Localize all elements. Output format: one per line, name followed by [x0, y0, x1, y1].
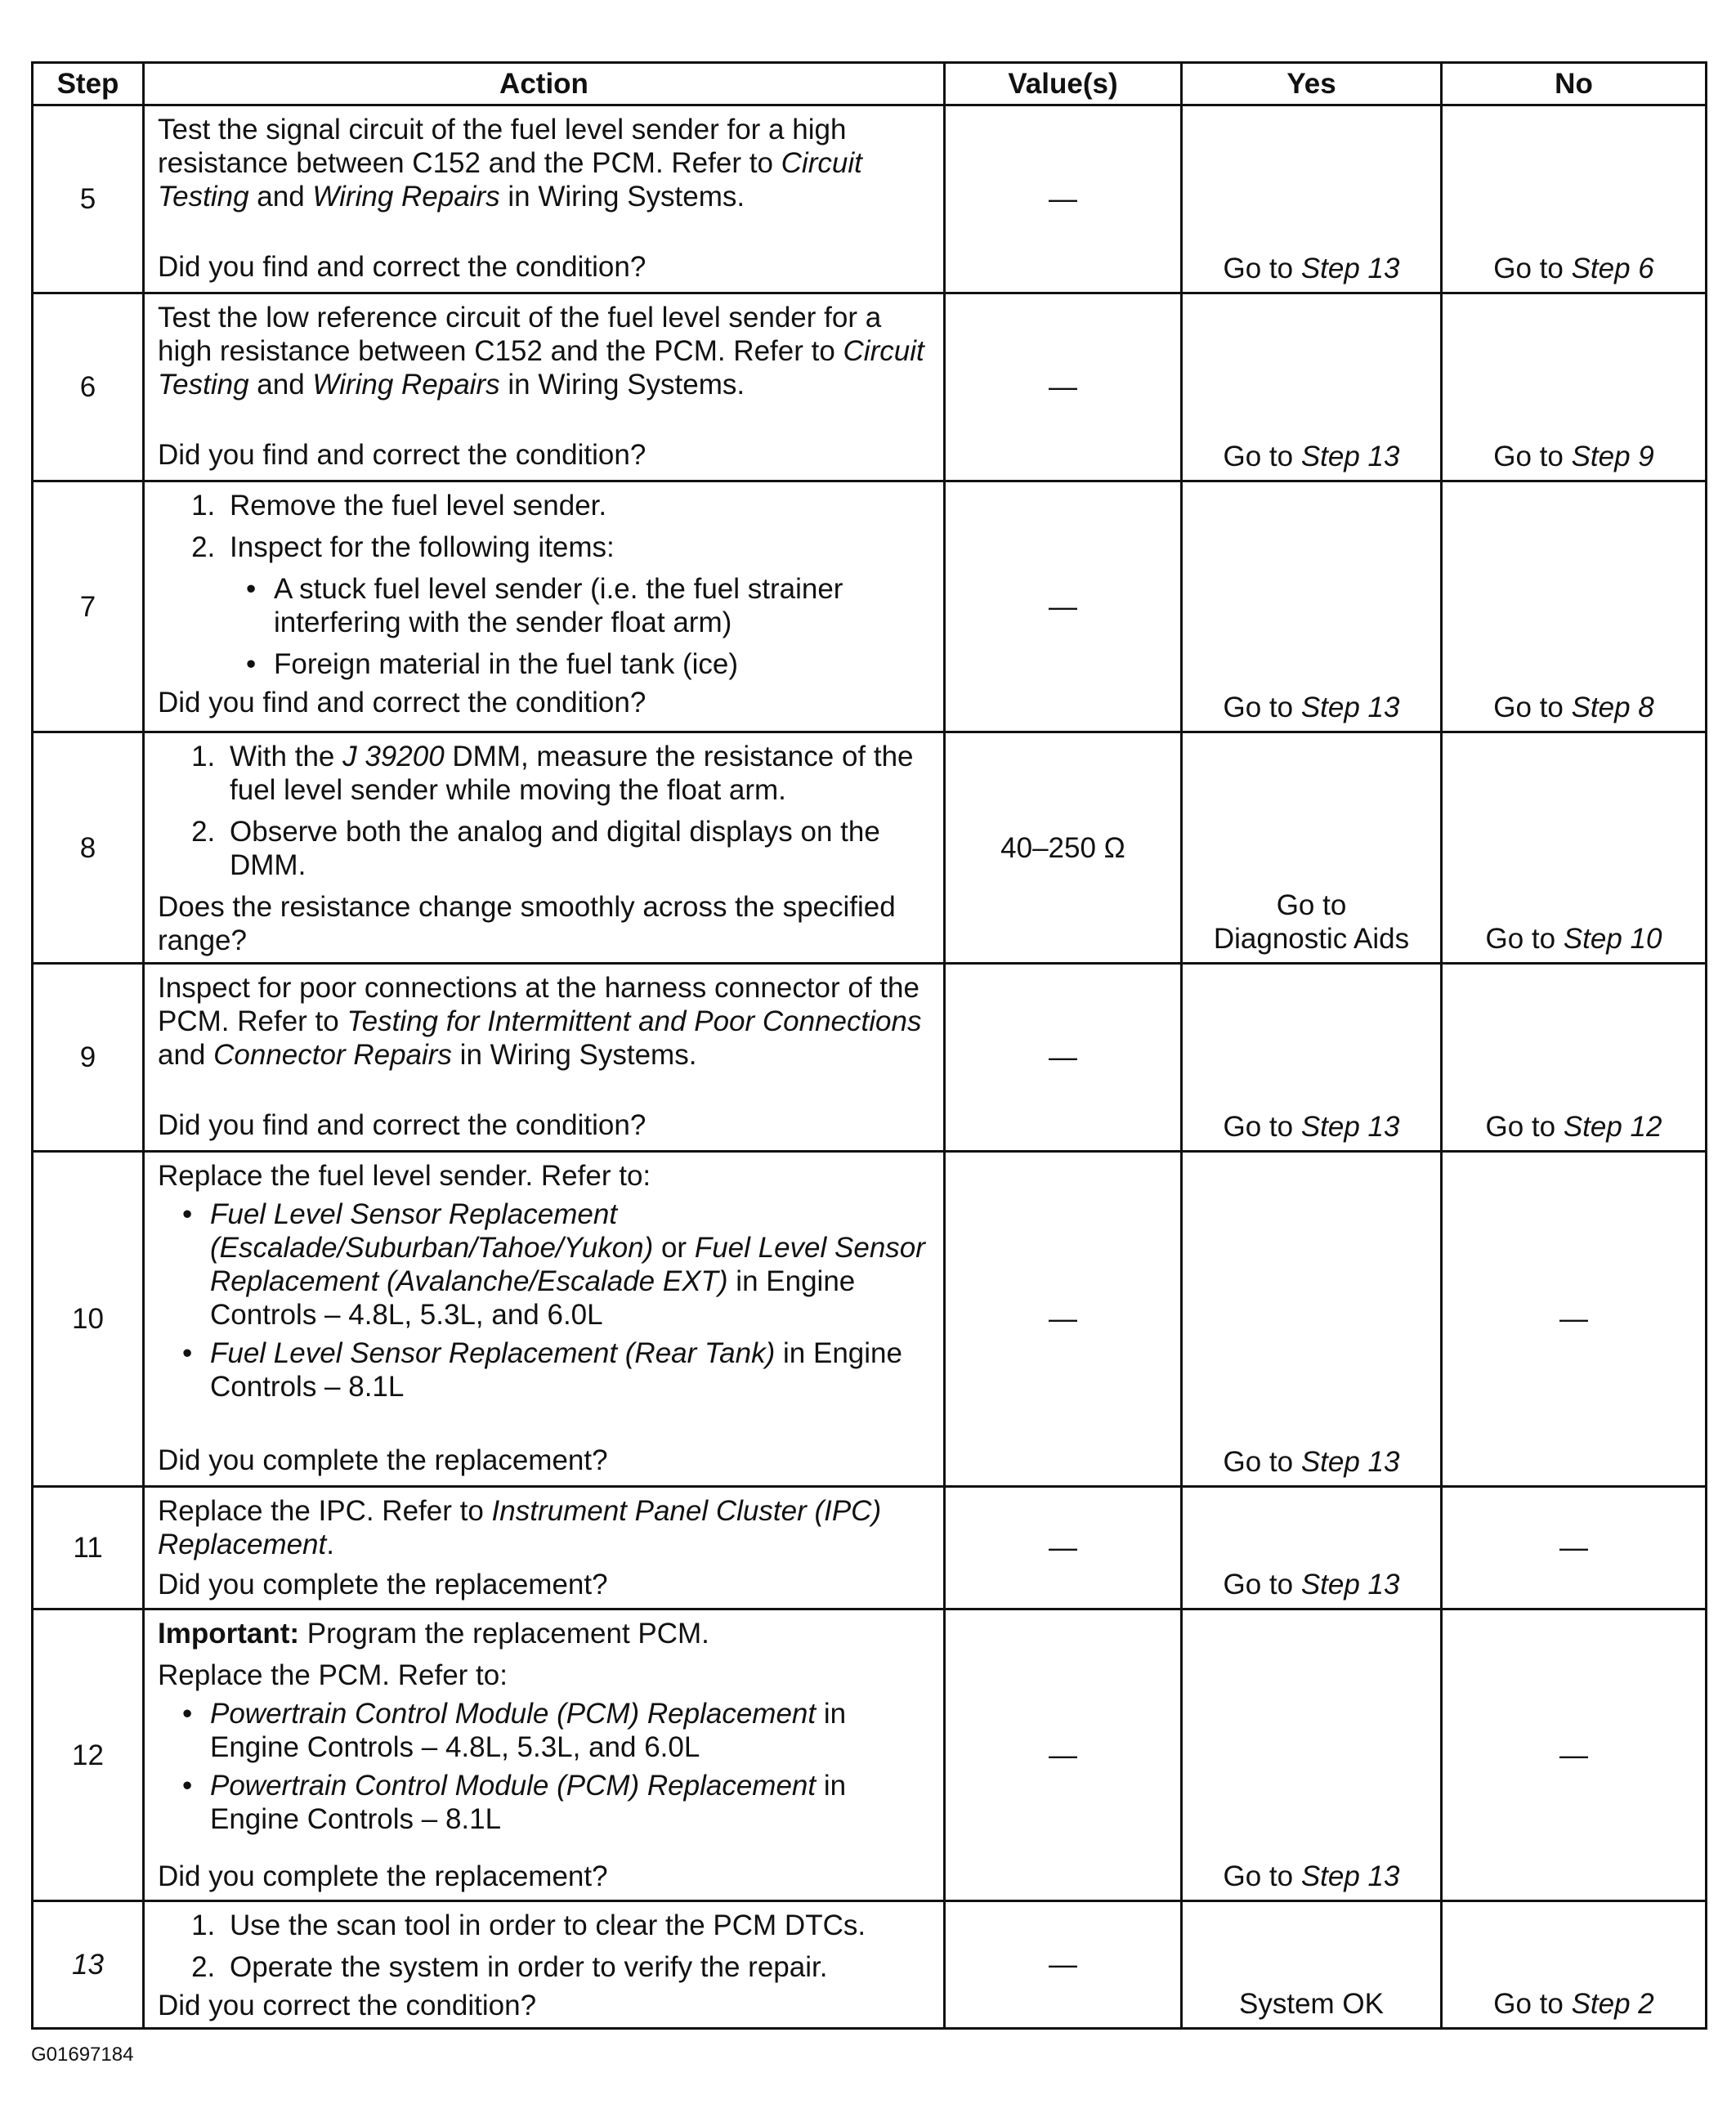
action-text: Test the low reference circuit of the fuel level sender for a high resistance between C152 and the PCM. Refer to Circuit Testing and Wiring Repairs in Wiring Systems. — [158, 302, 924, 401]
table-row-step-7 — [33, 481, 1707, 732]
action-cell — [144, 481, 945, 732]
link-go-to-step[interactable]: Step 13 — [1300, 1446, 1400, 1478]
link-fuel-level-sensor-replacement[interactable]: Fuel Level Sensor Replacement (Escalade/Suburban/Tahoe/Yukon) — [210, 1198, 654, 1264]
link-go-to-step[interactable]: Step 13 — [1300, 1860, 1400, 1892]
step-number: 5 — [33, 105, 144, 293]
no-cell: — — [1442, 1609, 1707, 1901]
yes-cell: System OK — [1182, 1901, 1442, 2029]
action-question: Does the resistance change smoothly across the specified range? — [158, 891, 896, 956]
yes-cell: Go to Step 13 — [1182, 1609, 1442, 1901]
link-go-to-step[interactable]: Step 9 — [1571, 441, 1654, 472]
link-wiring-repairs[interactable]: Wiring Repairs — [312, 369, 500, 401]
no-cell: Go to Step 2 — [1442, 1901, 1707, 2029]
action-body — [158, 1617, 933, 1860]
bullet-list — [230, 572, 933, 681]
bullet-item: • Powertrain Control Module (PCM) Replacement in Engine Controls – 8.1L — [210, 1769, 933, 1836]
link-go-to-step[interactable]: Step 2 — [1571, 1988, 1654, 2020]
step-number: 12 — [33, 1609, 144, 1901]
link-circuit-testing[interactable]: Circuit Testing — [158, 335, 924, 401]
action-cell — [144, 1152, 945, 1487]
list-item: 2. Observe both the analog and digital displays on the DMM. — [223, 815, 933, 882]
action-question: Did you complete the replacement? — [158, 1444, 608, 1476]
numbered-list — [158, 740, 933, 882]
link-pcm-replacement[interactable]: Powertrain Control Module (PCM) Replacement — [210, 1698, 817, 1730]
action-question: Did you complete the replacement? — [158, 1569, 608, 1600]
link-go-to-step[interactable]: Step 13 — [1300, 253, 1400, 284]
action-cell — [144, 293, 945, 481]
action-text: Replace the PCM. Refer to: — [158, 1659, 508, 1691]
step-number: 6 — [33, 293, 144, 481]
value-cell: — — [945, 1609, 1182, 1901]
link-go-to-step[interactable]: Step 13 — [1300, 692, 1400, 723]
action-text: Test the signal circuit of the fuel level sender for a high resistance between C152 and the PCM. Refer to Circuit Testing and Wiring Repairs in Wiring Systems. — [158, 114, 862, 213]
no-cell: Go to Step 10 — [1442, 732, 1707, 964]
no-cell: Go to Step 12 — [1442, 964, 1707, 1152]
table-row-step-10 — [33, 1152, 1707, 1487]
action-question: Did you correct the condition? — [158, 1990, 537, 2021]
action-body — [158, 1159, 933, 1444]
no-cell: Go to Step 9 — [1442, 293, 1707, 481]
action-cell — [144, 1487, 945, 1609]
action-cell — [144, 964, 945, 1152]
header-values: Value(s) — [945, 63, 1182, 105]
value-cell: — — [945, 293, 1182, 481]
numbered-list — [158, 489, 933, 681]
step-number: 13 — [33, 1901, 144, 2029]
list-item: 1. With the J 39200 DMM, measure the resistance of the fuel level sender while moving the float arm. — [223, 740, 933, 807]
action-question: Did you complete the replacement? — [158, 1860, 608, 1892]
link-testing-intermittent[interactable]: Testing for Intermittent and Poor Connections — [347, 1005, 922, 1037]
action-cell — [144, 1609, 945, 1901]
step-number: 11 — [33, 1487, 144, 1609]
value-cell: — — [945, 1901, 1182, 2029]
list-item: 2. Operate the system in order to verify the repair. — [223, 1950, 933, 1984]
step-number: 8 — [33, 732, 144, 964]
header-yes: Yes — [1182, 63, 1442, 105]
yes-cell: Go to Step 13 — [1182, 293, 1442, 481]
link-ipc-replacement[interactable]: Instrument Panel Cluster (IPC) Replacement — [158, 1495, 882, 1560]
header-row — [33, 63, 1707, 105]
action-question: Did you find and correct the condition? — [158, 251, 647, 283]
header-action: Action — [144, 63, 945, 105]
action-question: Did you find and correct the condition? — [158, 687, 647, 719]
header-no: No — [1442, 63, 1707, 105]
yes-cell: Go to Diagnostic Aids — [1182, 732, 1442, 964]
action-cell — [144, 105, 945, 293]
link-go-to-step[interactable]: Step 12 — [1563, 1111, 1662, 1143]
value-cell: — — [945, 105, 1182, 293]
link-go-to-step[interactable]: Step 13 — [1300, 1111, 1400, 1143]
action-question: Did you find and correct the condition? — [158, 439, 647, 471]
list-item: 2. Inspect for the following items: • A stuck fuel level sender (i.e. the fuel strainer interfering with the sender float arm) • Foreign material in the fuel tank (ice) — [223, 530, 933, 681]
yes-cell: Go to Step 13 — [1182, 481, 1442, 732]
table-row-step-11 — [33, 1487, 1707, 1609]
action-text: Inspect for poor connections at the harness connector of the PCM. Refer to Testing for Intermittent and Poor Connections and Connector Repairs in Wiring Systems. — [158, 972, 922, 1071]
value-cell: — — [945, 964, 1182, 1152]
table-row-step-5 — [33, 105, 1707, 293]
bullet-list — [158, 1697, 933, 1836]
no-cell: Go to Step 8 — [1442, 481, 1707, 732]
link-pcm-replacement[interactable]: Powertrain Control Module (PCM) Replacement — [210, 1770, 817, 1802]
tool-number: J 39200 — [342, 741, 445, 772]
step-number: 7 — [33, 481, 144, 732]
bullet-item: • Powertrain Control Module (PCM) Replacement in Engine Controls – 4.8L, 5.3L, and 6.0L — [210, 1697, 933, 1764]
bullet-item: • Foreign material in the fuel tank (ice) — [274, 647, 933, 681]
link-go-to-step[interactable]: Step 8 — [1571, 692, 1654, 723]
no-cell: Go to Step 6 — [1442, 105, 1707, 293]
action-question: Did you find and correct the condition? — [158, 1109, 647, 1141]
yes-cell: Go to Step 13 — [1182, 105, 1442, 293]
table-row-step-8 — [33, 732, 1707, 964]
step-number: 10 — [33, 1152, 144, 1487]
action-text: Replace the IPC. Refer to Instrument Panel Cluster (IPC) Replacement. — [158, 1495, 882, 1560]
table-row-step-9 — [33, 964, 1707, 1152]
action-cell — [144, 732, 945, 964]
bullet-list — [158, 1198, 933, 1403]
value-cell: — — [945, 481, 1182, 732]
action-cell — [144, 1901, 945, 2029]
header-step: Step — [33, 63, 144, 105]
value-cell: — — [945, 1487, 1182, 1609]
bullet-item: • Fuel Level Sensor Replacement (Rear Tank) in Engine Controls – 8.1L — [210, 1336, 933, 1403]
step-number: 9 — [33, 964, 144, 1152]
table-row-step-6 — [33, 293, 1707, 481]
link-wiring-repairs[interactable]: Wiring Repairs — [312, 181, 500, 213]
value-cell: — — [945, 1152, 1182, 1487]
action-text: Replace the fuel level sender. Refer to: — [158, 1160, 651, 1192]
yes-cell: Go to Step 13 — [1182, 964, 1442, 1152]
yes-cell: Go to Step 13 — [1182, 1487, 1442, 1609]
value-cell: 40–250 Ω — [945, 732, 1182, 964]
link-connector-repairs[interactable]: Connector Repairs — [213, 1039, 452, 1071]
list-item: 1. Remove the fuel level sender. — [223, 489, 933, 522]
diagnostic-table — [31, 61, 1707, 2030]
link-fuel-level-sensor-rear-tank[interactable]: Fuel Level Sensor Replacement (Rear Tank) — [210, 1337, 776, 1369]
link-go-to-step[interactable]: Step 13 — [1300, 1569, 1400, 1600]
list-item: 1. Use the scan tool in order to clear the PCM DTCs. — [223, 1909, 933, 1942]
link-diagnostic-aids[interactable]: Diagnostic Aids — [1213, 923, 1410, 955]
link-go-to-step[interactable]: Step 13 — [1300, 441, 1400, 472]
link-go-to-step[interactable]: Step 10 — [1563, 923, 1662, 955]
yes-cell: Go to Step 13 — [1182, 1152, 1442, 1487]
link-go-to-step[interactable]: Step 6 — [1571, 253, 1654, 284]
figure-id: G01697184 — [31, 2044, 134, 2066]
table-row-step-13 — [33, 1901, 1707, 2029]
bullet-item: • Fuel Level Sensor Replacement (Escalade/Suburban/Tahoe/Yukon) or Fuel Level Sensor Replacement (Avalanche/Escalade EXT) in Engine Controls – 4.8L, 5.3L, and 6.0L — [210, 1198, 933, 1332]
no-cell: — — [1442, 1152, 1707, 1487]
no-cell: — — [1442, 1487, 1707, 1609]
bullet-item: • A stuck fuel level sender (i.e. the fuel strainer interfering with the sender float arm) — [274, 572, 933, 639]
important-note: Important: Program the replacement PCM. — [158, 1618, 709, 1650]
table-row-step-12 — [33, 1609, 1707, 1901]
numbered-list — [158, 1909, 933, 1984]
link-circuit-testing[interactable]: Circuit Testing — [158, 147, 862, 213]
link-fuel-level-sensor-replacement-avalanche[interactable]: Fuel Level Sensor Replacement (Avalanche/Escalade EXT) — [210, 1232, 925, 1297]
